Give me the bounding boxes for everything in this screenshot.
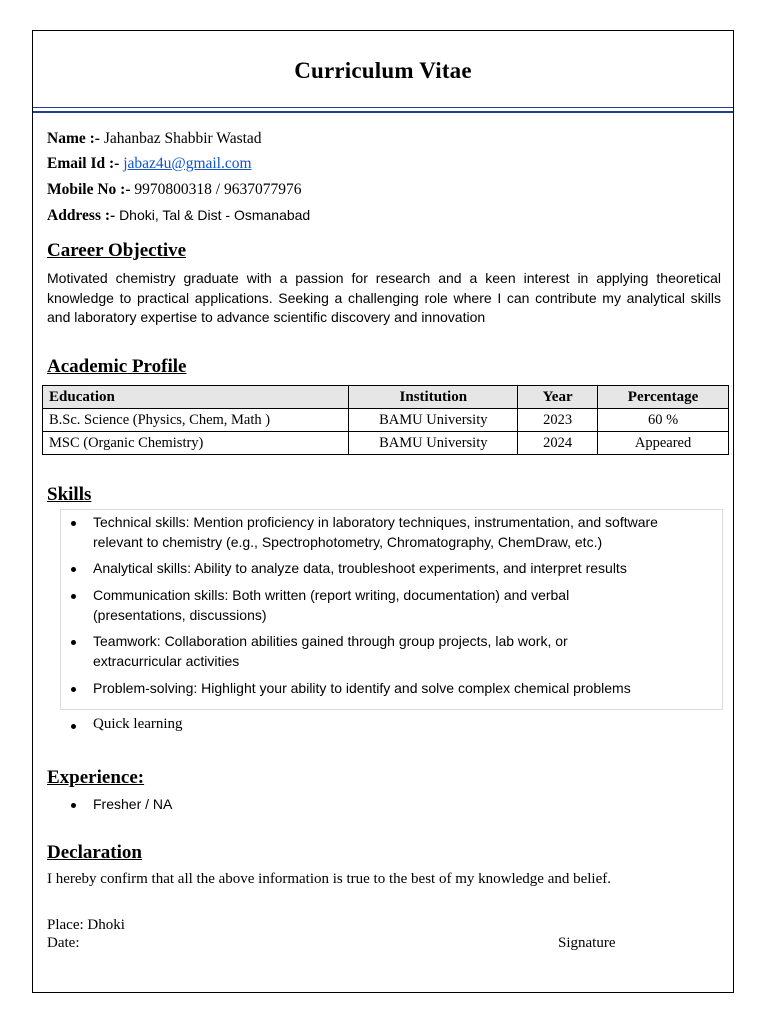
table-cell: B.Sc. Science (Physics, Chem, Math ): [43, 409, 349, 432]
mobile-label: Mobile No :-: [47, 181, 131, 198]
experience-item: Fresher / NA: [93, 796, 173, 812]
address-label: Address :-: [47, 207, 116, 224]
skill-teamwork-line1: Teamwork: Collaboration abilities gained through group projects, lab work, or: [93, 633, 568, 649]
email-line: [47, 155, 252, 173]
table-cell: BAMU University: [349, 432, 518, 455]
signature-label: Signature: [558, 935, 616, 951]
declaration-heading: Declaration: [47, 842, 142, 863]
mobile-line: [47, 181, 301, 199]
place-line: Place: Dhoki: [47, 917, 125, 933]
table-cell: 2024: [518, 432, 598, 455]
table-cell: 60 %: [598, 409, 729, 432]
name-line: [47, 130, 262, 148]
skill-communication-line1: Communication skills: Both written (report writing, documentation) and verbal: [93, 587, 570, 603]
table-cell: BAMU University: [349, 409, 518, 432]
mobile-value: 9970800318 / 9637077976: [134, 181, 302, 198]
skill-communication-line2: (presentations, discussions): [93, 607, 267, 623]
table-row: [43, 409, 729, 432]
skill-technical-line1: Technical skills: Mention proficiency in laboratory techniques, instrumentation, and software: [93, 514, 658, 530]
academic-profile-heading: Academic Profile: [47, 356, 187, 377]
column-header: Institution: [349, 386, 518, 409]
academic-table: [42, 385, 729, 455]
skill-problem-solving: Problem-solving: Highlight your ability to identify and solve complex chemical problems: [93, 680, 631, 696]
page-title: Curriculum Vitae: [294, 58, 472, 83]
column-header: Education: [43, 386, 349, 409]
bullet-icon: [71, 803, 76, 808]
name-value: Jahanbaz Shabbir Wastad: [103, 130, 262, 147]
column-header: Year: [518, 386, 598, 409]
career-objective-heading: Career Objective: [47, 240, 187, 261]
table-header-row: [43, 386, 729, 409]
email-label: Email Id :-: [47, 155, 120, 172]
address-line: [47, 207, 310, 225]
declaration-text: I hereby confirm that all the above information is true to the best of my knowledge and belief.: [47, 871, 611, 887]
cv-page: [32, 30, 734, 993]
title-rule-top: [33, 107, 733, 108]
table-row: [43, 432, 729, 455]
table-cell: Appeared: [598, 432, 729, 455]
date-line: Date:: [47, 935, 80, 951]
skill-analytical: Analytical skills: Ability to analyze data, troubleshoot experiments, and interpret results: [93, 560, 627, 576]
skill-technical-line2: relevant to chemistry (e.g., Spectrophotometry, Chromatography, ChemDraw, etc.): [93, 534, 603, 550]
experience-heading: Experience:: [47, 767, 145, 788]
career-objective-text: Motivated chemistry graduate with a passion for research and a keen interest in applying theoretical knowledge to practical applications. Seeking a challenging role where I can contribute my analytical skills and laboratory expertise to advance scientific discovery and innovation: [47, 270, 721, 325]
bullet-icon: [71, 724, 76, 729]
email-link[interactable]: jabaz4u@gmail.com: [123, 155, 252, 172]
skills-heading: Skills: [47, 484, 92, 505]
name-label: Name :-: [47, 130, 100, 147]
skill-teamwork-line2: extracurricular activities: [93, 653, 240, 669]
address-value: Dhoki, Tal & Dist - Osmanabad: [119, 207, 311, 223]
bullet-icon: [71, 594, 76, 599]
table-cell: MSC (Organic Chemistry): [43, 432, 349, 455]
bullet-icon: [71, 521, 76, 526]
column-header: Percentage: [598, 386, 729, 409]
table-cell: 2023: [518, 409, 598, 432]
bullet-icon: [71, 687, 76, 692]
bullet-icon: [71, 567, 76, 572]
bullet-icon: [71, 640, 76, 645]
skill-quick-learning: Quick learning: [93, 716, 183, 732]
title-rule-bottom: [33, 111, 733, 113]
